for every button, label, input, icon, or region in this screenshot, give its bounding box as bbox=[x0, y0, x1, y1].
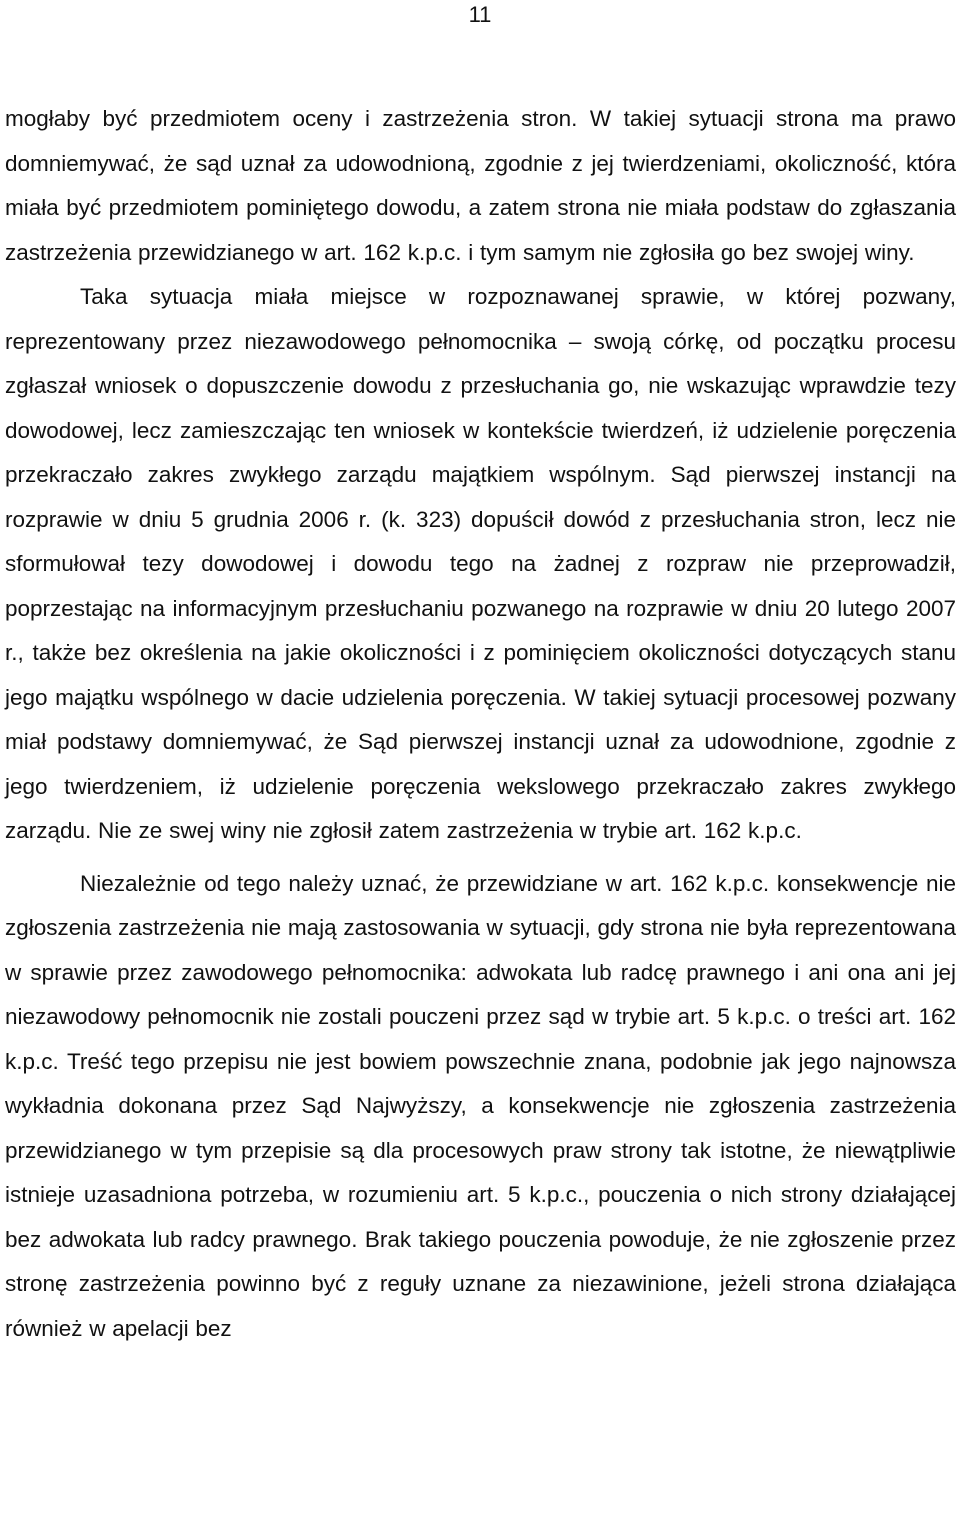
paragraph: Taka sytuacja miała miejsce w rozpoznawanej sprawie, w której pozwany, reprezentowany przez niezawodowego pełnomocnika – swoją córkę, od początku procesu zgłaszał wniosek o dopuszczenie dowodu z przesłuchania go, nie wskazując wprawdzie tezy dowodowej, lecz zamieszczając ten wniosek w kontekście twierdzeń, iż udzielenie poręczenia przekraczało zakres zwykłego zarządu majątkiem wspólnym. Sąd pierwszej instancji na rozprawie w dniu 5 grudnia 2006 r. (k. 323) dopuścił dowód z przesłuchania stron, lecz nie sformułował tezy dowodowej i dowodu tego na żadnej z rozpraw nie przeprowadził, poprzestając na informacyjnym przesłuchaniu pozwanego na rozprawie w dniu 20 lutego 2007 r., także bez określenia na jakie okoliczności i z pominięciem okoliczności dotyczących stanu jego majątku wspólnego w dacie udzielenia poręczenia. W takiej sytuacji procesowej pozwany miał podstawy domniemywać, że Sąd pierwszej instancji uznał za udowodnione, zgodnie z jego twierdzeniem, iż udzielenie poręczenia wekslowego przekraczało zakres zwykłego zarządu. Nie ze swej winy nie zgłosił zatem zastrzeżenia w trybie art. 162 k.p.c. bbox=[5, 284, 956, 843]
paragraph: mogłaby być przedmiotem oceny i zastrzeżenia stron. W takiej sytuacji strona ma prawo domniemywać, że sąd uznał za udowodnioną, zgodnie z jej twierdzeniami, okoliczność, która miała być przedmiotem pominiętego dowodu, a zatem strona nie miała podstaw do zgłaszania zastrzeżenia przewidzianego w art. 162 k.p.c. i tym samym nie zgłosiła go bez swojej winy. bbox=[5, 106, 956, 265]
document-body bbox=[5, 97, 956, 1351]
page-number: 11 bbox=[468, 2, 492, 27]
paragraph: Niezależnie od tego należy uznać, że przewidziane w art. 162 k.p.c. konsekwencje nie zgłoszenia zastrzeżenia nie mają zastosowania w sytuacji, gdy strona nie była reprezentowana w sprawie przez zawodowego pełnomocnika: adwokata lub radcę prawnego i ani ona ani jej niezawodowy pełnomocnik nie zostali pouczeni przez sąd w trybie art. 5 k.p.c. o treści art. 162 k.p.c. Treść tego przepisu nie jest bowiem powszechnie znana, podobnie jak jego najnowsza wykładnia dokonana przez Sąd Najwyższy, a konsekwencje nie zgłoszenia zastrzeżenia przewidzianego w tym przepisie są dla procesowych praw strony tak istotne, że niewątpliwie istnieje uzasadniona potrzeba, w rozumieniu art. 5 k.p.c., pouczenia o nich strony działającej bez adwokata lub radcy prawnego. Brak takiego pouczenia powoduje, że nie zgłoszenie przez stronę zastrzeżenia powinno być z reguły uznane za niezawinione, jeżeli strona działająca również w apelacji bez bbox=[5, 870, 957, 1341]
